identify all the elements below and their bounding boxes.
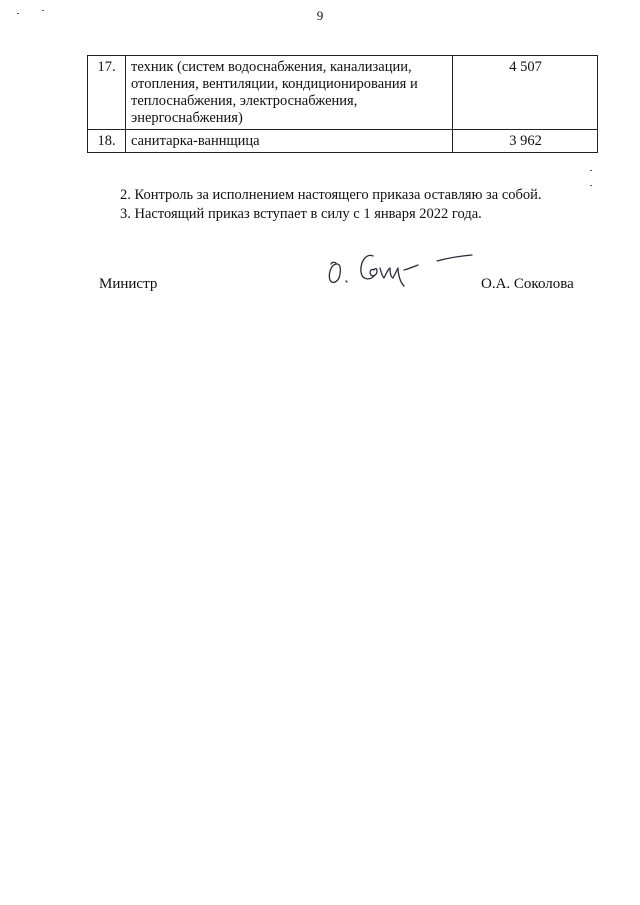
positions-table bbox=[87, 55, 598, 153]
position-title-line: энергоснабжения) bbox=[131, 110, 243, 126]
page-number: 9 bbox=[316, 8, 324, 23]
signatory-position: Министр bbox=[99, 276, 158, 292]
scan-speck bbox=[17, 13, 19, 14]
table-row bbox=[88, 56, 598, 130]
position-title bbox=[126, 56, 453, 130]
position-title bbox=[126, 130, 453, 153]
position-title-line: отопления, вентиляции, кондиционирования и bbox=[131, 76, 418, 92]
scan-speck bbox=[42, 10, 44, 11]
scan-speck bbox=[590, 170, 592, 171]
signatory-name: О.А. Соколова bbox=[481, 276, 574, 292]
position-title-line: теплоснабжения, электроснабжения, bbox=[131, 93, 358, 109]
salary-value: 3 962 bbox=[453, 130, 598, 153]
position-title-line: техник (систем водоснабжения, канализации, bbox=[131, 59, 412, 75]
row-number: 18. bbox=[88, 130, 126, 153]
row-number: 17. bbox=[88, 56, 126, 130]
position-title-line: санитарка-ваннщица bbox=[131, 133, 260, 149]
salary-value: 4 507 bbox=[453, 56, 598, 130]
scan-speck bbox=[590, 185, 592, 186]
paragraph-control: 2. Контроль за исполнением настоящего приказа оставляю за собой. bbox=[120, 187, 542, 203]
handwritten-signature bbox=[320, 240, 480, 290]
paragraph-effective-date: 3. Настоящий приказ вступает в силу с 1 января 2022 года. bbox=[120, 206, 482, 222]
table-row bbox=[88, 130, 598, 153]
